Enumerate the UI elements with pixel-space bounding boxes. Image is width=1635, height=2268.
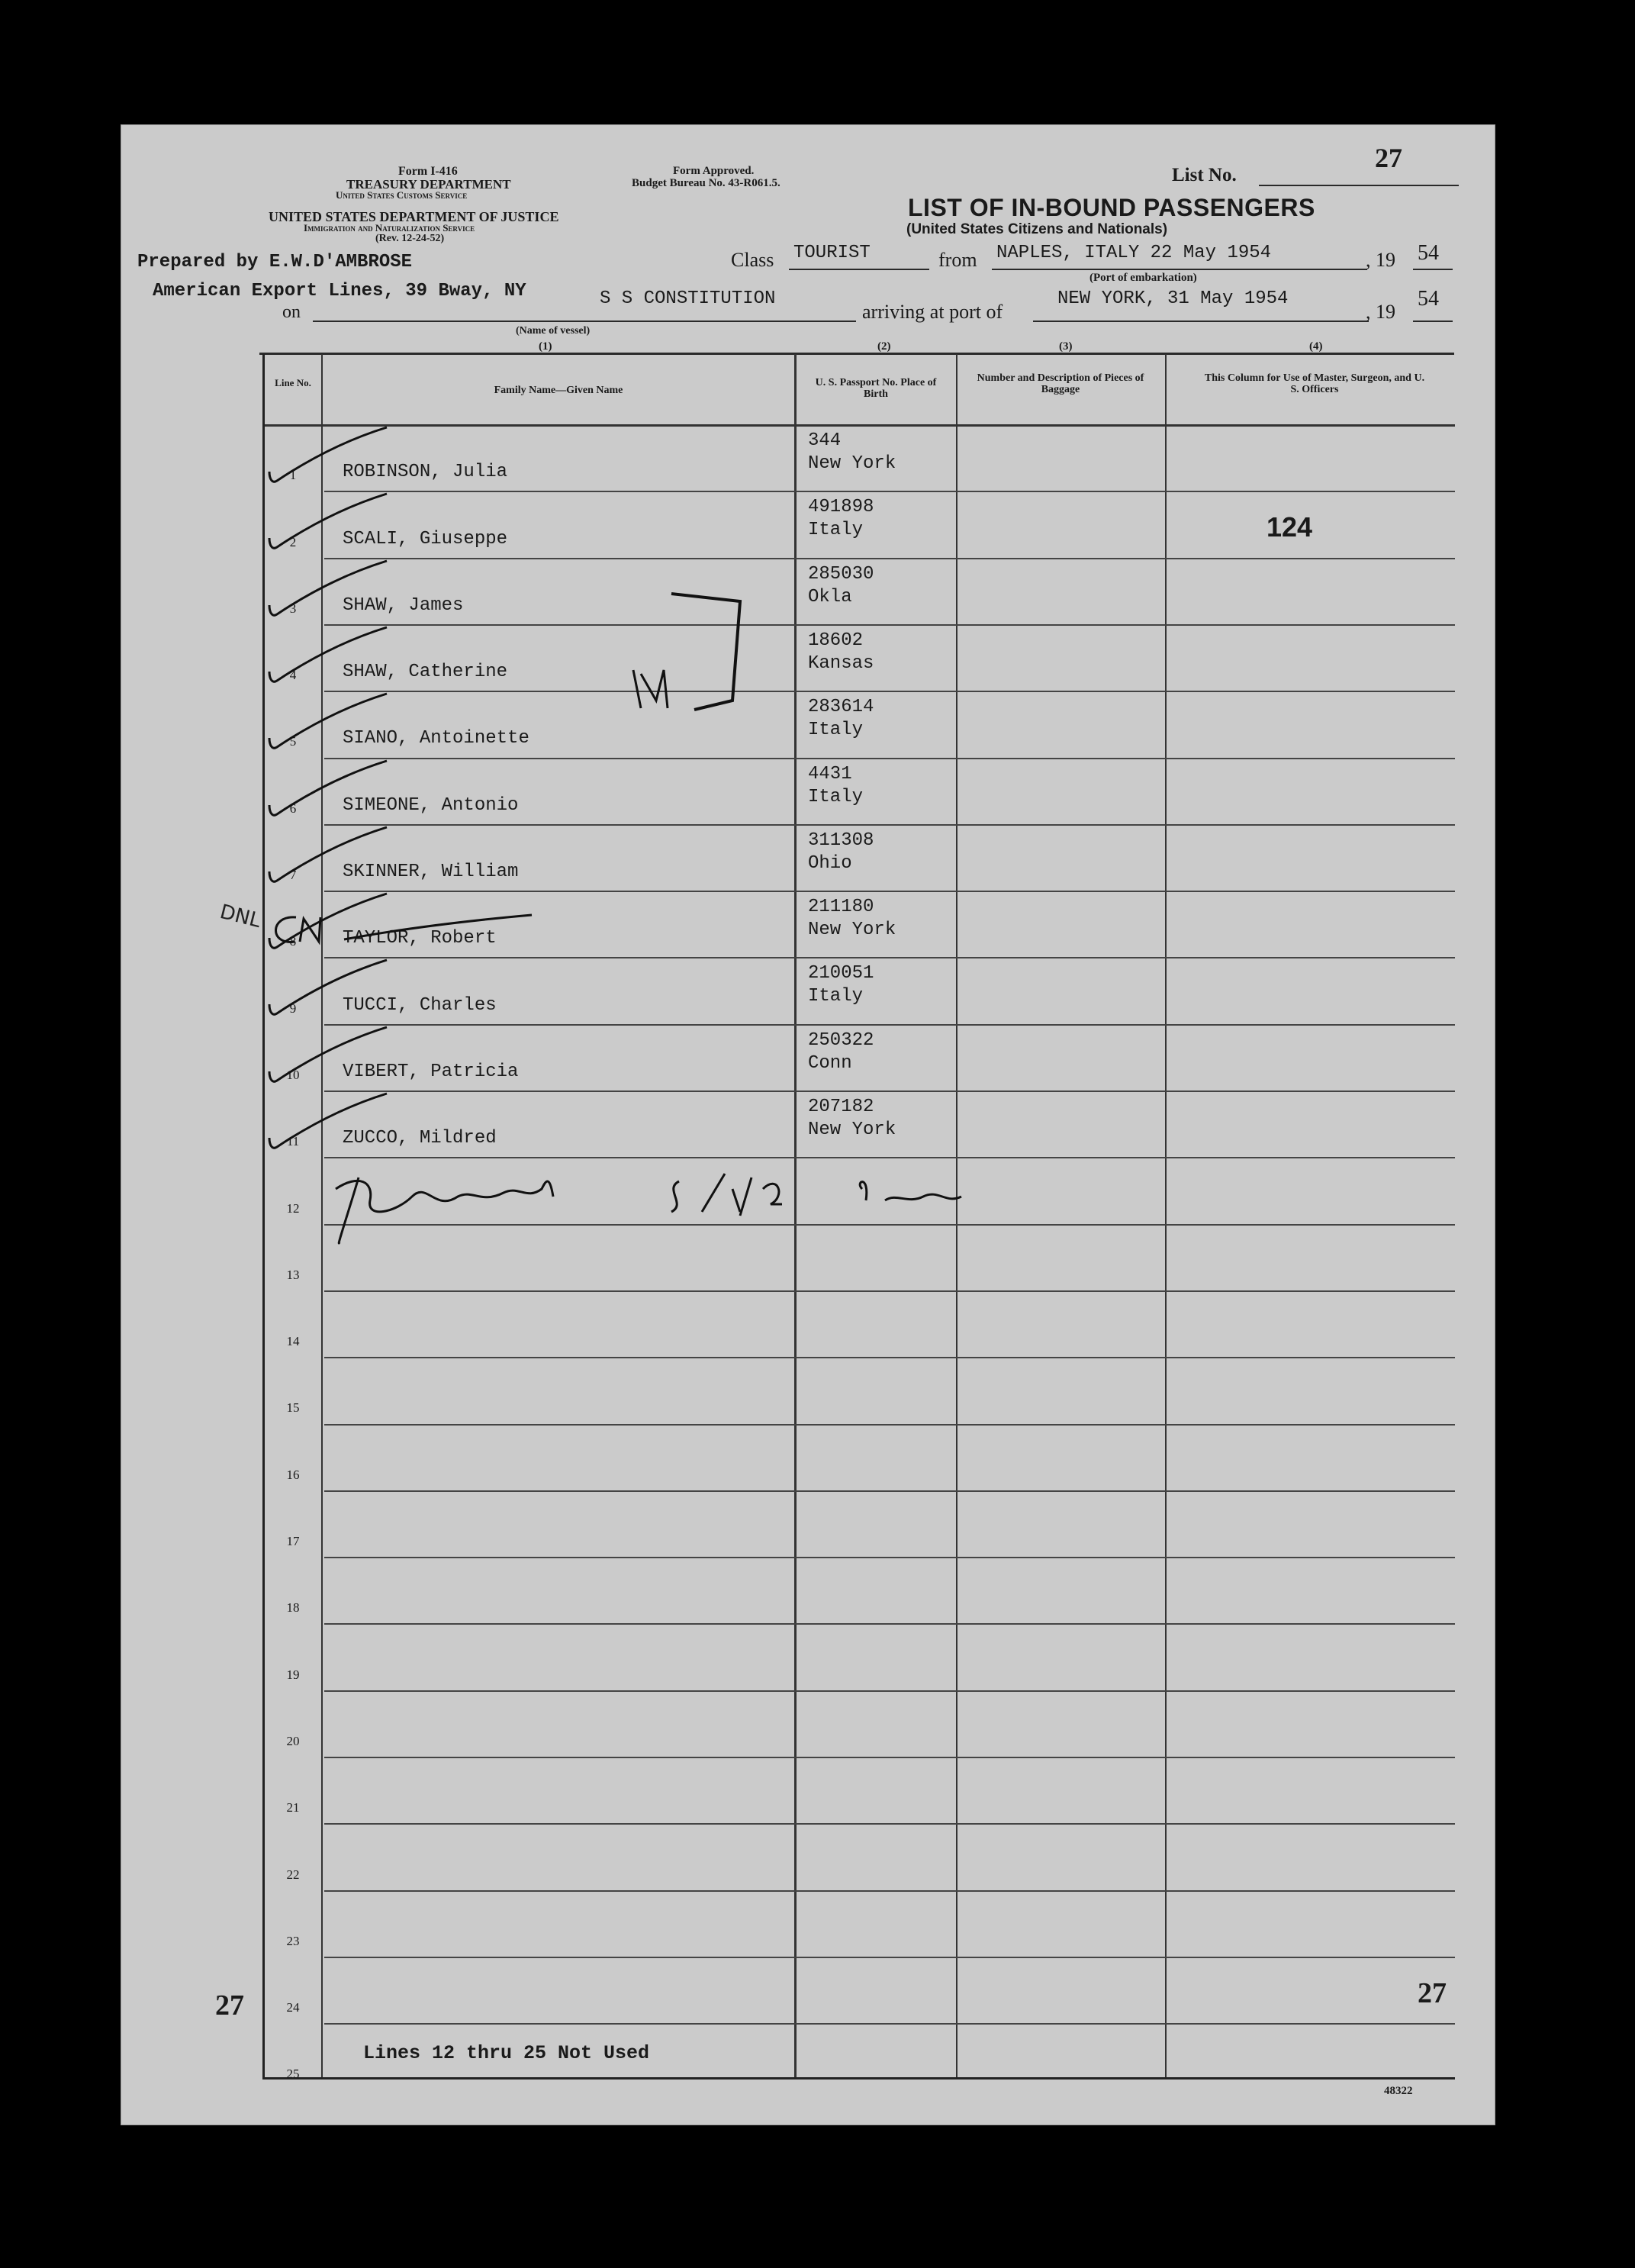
prepared-by: Prepared by E.W.D'AMBROSE bbox=[137, 252, 413, 272]
passport-number: 210051 bbox=[808, 963, 874, 984]
year-line-2 bbox=[1413, 321, 1453, 322]
not-used-note: Lines 12 thru 25 Not Used bbox=[363, 2042, 650, 2064]
line-number: 22 bbox=[286, 1867, 300, 1882]
table-row bbox=[265, 1757, 1455, 1823]
embarkation-value: NAPLES, ITALY 22 May 1954 bbox=[996, 243, 1272, 263]
column-number-2: (2) bbox=[877, 340, 891, 353]
line-number: 12 bbox=[286, 1200, 300, 1216]
vessel-name: S S CONSTITUTION bbox=[600, 288, 776, 309]
line-number: 24 bbox=[286, 2000, 300, 2015]
year-label-1: , 19 bbox=[1366, 249, 1395, 271]
passport-number: 4431 bbox=[808, 763, 852, 784]
from-label: from bbox=[938, 249, 977, 271]
table-row bbox=[265, 1690, 1455, 1757]
year-value-1: 54 bbox=[1418, 241, 1439, 265]
table-row bbox=[265, 1357, 1455, 1423]
line-number: 10 bbox=[286, 1067, 300, 1082]
arrival-line bbox=[1033, 321, 1369, 322]
check-mark bbox=[259, 1024, 411, 1093]
year-line-1 bbox=[1413, 269, 1453, 270]
place-of-birth: Ohio bbox=[808, 852, 852, 874]
line-number: 6 bbox=[289, 801, 297, 816]
place-of-birth: Italy bbox=[808, 786, 864, 807]
line-number: 5 bbox=[289, 734, 297, 749]
form-number: Form I-416 bbox=[398, 165, 458, 178]
table-row bbox=[265, 624, 1455, 691]
on-label: on bbox=[282, 302, 301, 322]
table-row bbox=[265, 691, 1455, 757]
column-header-baggage: Number and Description of Pieces of Baggage bbox=[977, 372, 1144, 395]
passport-number: 18602 bbox=[808, 630, 864, 651]
passport-number: 211180 bbox=[808, 897, 874, 918]
bracket-mark bbox=[618, 586, 771, 723]
place-of-birth: New York bbox=[808, 1120, 896, 1140]
line-number: 17 bbox=[286, 1534, 300, 1549]
check-mark bbox=[259, 957, 411, 1026]
line-number: 23 bbox=[286, 1933, 300, 1948]
passport-number: 491898 bbox=[808, 497, 874, 518]
line-number: 1 bbox=[289, 468, 297, 483]
column-number-3: (3) bbox=[1059, 340, 1073, 353]
margin-number-right: 27 bbox=[1418, 1977, 1447, 2009]
line-number: 15 bbox=[286, 1400, 300, 1416]
line-number: 2 bbox=[289, 534, 297, 549]
treasury-dept: TREASURY DEPARTMENT bbox=[346, 177, 511, 192]
check-mark bbox=[259, 491, 411, 559]
margin-number-left: 27 bbox=[215, 1989, 244, 2022]
page-title: LIST OF IN-BOUND PASSENGERS bbox=[908, 194, 1315, 221]
line-number: 3 bbox=[289, 601, 297, 616]
column-header-officers: This Column for Use of Master, Surgeon, and U. S. Officers bbox=[1204, 372, 1425, 395]
passenger-name: SHAW, Catherine bbox=[343, 662, 508, 683]
line-number: 18 bbox=[286, 1600, 300, 1616]
handwritten-signature bbox=[328, 1158, 1015, 1265]
year-value-2: 54 bbox=[1418, 287, 1439, 311]
customs-service: United States Customs Service bbox=[336, 189, 468, 201]
check-mark bbox=[259, 558, 411, 627]
check-mark bbox=[259, 424, 411, 493]
arrival-value: NEW YORK, 31 May 1954 bbox=[1057, 288, 1289, 309]
list-number: 27 bbox=[1375, 143, 1402, 173]
line-number: 14 bbox=[286, 1334, 300, 1349]
check-mark bbox=[259, 758, 411, 826]
list-no-line bbox=[1259, 185, 1459, 186]
class-value: TOURIST bbox=[793, 243, 871, 263]
column-header-line: Line No. bbox=[275, 377, 311, 388]
place-of-birth: Italy bbox=[808, 986, 864, 1007]
passenger-name: SHAW, James bbox=[343, 594, 464, 616]
passport-number: 250322 bbox=[808, 1029, 874, 1051]
passenger-name: TAYLOR, Robert bbox=[343, 928, 497, 949]
line-number: 21 bbox=[286, 1800, 300, 1815]
passenger-name: VIBERT, Patricia bbox=[343, 1061, 519, 1082]
table-row bbox=[265, 1957, 1455, 2023]
table-row bbox=[265, 1091, 1455, 1157]
line-number: 13 bbox=[286, 1267, 300, 1282]
table-row bbox=[265, 558, 1455, 624]
place-of-birth: New York bbox=[808, 920, 896, 941]
line-number: 16 bbox=[286, 1467, 300, 1482]
place-of-birth: Okla bbox=[808, 586, 852, 607]
table-row bbox=[265, 1490, 1455, 1557]
justice-dept: UNITED STATES DEPARTMENT OF JUSTICE bbox=[269, 209, 559, 224]
line-number: 7 bbox=[289, 868, 297, 883]
line-number: 19 bbox=[286, 1667, 300, 1682]
table-row bbox=[265, 957, 1455, 1023]
from-line bbox=[992, 269, 1367, 270]
passport-number: 283614 bbox=[808, 697, 874, 718]
vessel-line bbox=[313, 321, 856, 322]
ins-service: Immigration and Naturalization Service bbox=[304, 222, 475, 234]
form-print-number: 48322 bbox=[1384, 2085, 1413, 2097]
table-row bbox=[265, 1623, 1455, 1690]
signature-date bbox=[664, 1184, 666, 1185]
passenger-name: ZUCCO, Mildred bbox=[343, 1128, 497, 1149]
passenger-name: SIMEONE, Antonio bbox=[343, 794, 519, 816]
line-number: 11 bbox=[286, 1134, 300, 1149]
line-number: 4 bbox=[289, 668, 297, 683]
revision: (Rev. 12-24-52) bbox=[375, 233, 445, 244]
table-row bbox=[265, 824, 1455, 891]
place-of-birth: Italy bbox=[808, 520, 864, 541]
table-row bbox=[265, 758, 1455, 824]
form-approved: Form Approved. bbox=[673, 165, 755, 177]
passport-number: 344 bbox=[808, 430, 842, 451]
line-number: 8 bbox=[289, 934, 297, 949]
line-number: 9 bbox=[289, 1000, 297, 1016]
place-of-birth: New York bbox=[808, 453, 896, 474]
strike-through bbox=[341, 913, 539, 944]
class-line bbox=[789, 269, 929, 270]
line-number: 20 bbox=[286, 1733, 300, 1748]
page-subtitle: (United States Citizens and Nationals) bbox=[906, 221, 1168, 237]
column-header-name: Family Name—Given Name bbox=[494, 385, 623, 396]
line-number: 25 bbox=[286, 2067, 300, 2082]
cn-annotation bbox=[266, 911, 327, 957]
officer-count: 124 bbox=[1266, 511, 1313, 543]
place-of-birth: Italy bbox=[808, 720, 864, 741]
class-label: Class bbox=[731, 249, 774, 271]
port-caption: (Port of embarkation) bbox=[1089, 272, 1197, 284]
check-mark bbox=[259, 624, 411, 693]
column-number-1: (1) bbox=[539, 340, 552, 353]
column-number-4: (4) bbox=[1309, 340, 1323, 353]
table-row bbox=[265, 1823, 1455, 1889]
table-row bbox=[265, 424, 1455, 491]
passenger-name: TUCCI, Charles bbox=[343, 994, 497, 1016]
place-of-birth: Kansas bbox=[808, 652, 874, 674]
check-mark bbox=[259, 824, 411, 893]
vessel-caption: (Name of vessel) bbox=[516, 325, 591, 337]
passport-number: 311308 bbox=[808, 830, 874, 851]
column-header-passport: U. S. Passport No. Place of Birth bbox=[815, 377, 937, 400]
company: American Export Lines, 39 Bway, NY bbox=[153, 281, 526, 301]
signature-time bbox=[870, 1184, 872, 1185]
check-mark bbox=[259, 691, 411, 759]
list-no-label: List No. bbox=[1172, 165, 1237, 185]
check-mark bbox=[259, 1091, 411, 1159]
passenger-name: SKINNER, William bbox=[343, 862, 519, 883]
budget-bureau: Budget Bureau No. 43-R061.5. bbox=[632, 177, 780, 189]
passport-number: 285030 bbox=[808, 563, 874, 585]
arriving-label: arriving at port of bbox=[862, 301, 1003, 323]
passenger-name: SCALI, Giuseppe bbox=[343, 528, 508, 549]
table-row bbox=[265, 1290, 1455, 1357]
dnl-annotation: DNL bbox=[217, 900, 263, 933]
year-label-2: , 19 bbox=[1366, 301, 1395, 323]
table-row bbox=[265, 1890, 1455, 1957]
passenger-name: SIANO, Antoinette bbox=[343, 728, 529, 749]
place-of-birth: Conn bbox=[808, 1052, 852, 1074]
passenger-name: ROBINSON, Julia bbox=[343, 462, 508, 483]
table-row bbox=[265, 1557, 1455, 1623]
table-row bbox=[265, 1024, 1455, 1091]
table-row bbox=[265, 1424, 1455, 1490]
passport-number: 207182 bbox=[808, 1097, 874, 1117]
